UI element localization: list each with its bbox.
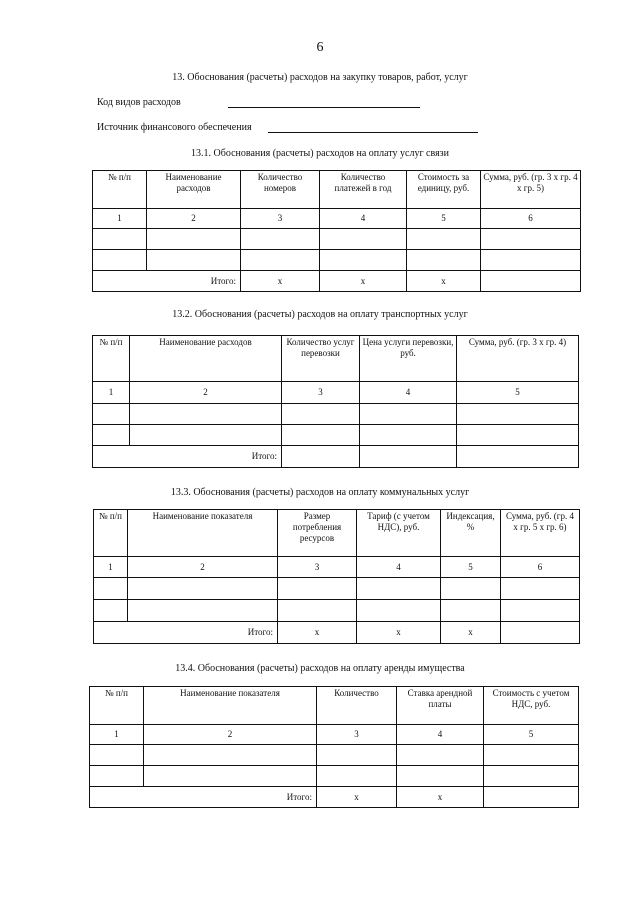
header-row: [93, 171, 581, 209]
total-row: [94, 622, 580, 644]
total-mark: x: [317, 787, 397, 808]
header-cell: Цена услуги перевозки, руб.: [360, 336, 457, 382]
header-cell: Наименование показателя: [128, 510, 278, 557]
table-row: [93, 229, 581, 250]
header-cell: Количество платежей в год: [320, 171, 407, 209]
utility-services-table: [93, 509, 580, 644]
column-number: 2: [144, 725, 317, 745]
header-cell: Стоимость за единицу, руб.: [407, 171, 481, 209]
total-label: Итого:: [130, 446, 282, 468]
header-row: [90, 687, 579, 725]
funding-source-field[interactable]: [268, 132, 478, 133]
column-number: 6: [481, 209, 581, 229]
column-number: 4: [360, 382, 457, 404]
column-number: 2: [147, 209, 241, 229]
header-cell: Наименование показателя: [144, 687, 317, 725]
header-cell: Количество: [317, 687, 397, 725]
column-number-row: [93, 209, 581, 229]
total-row: [90, 787, 579, 808]
header-cell: Наименование расходов: [147, 171, 241, 209]
column-number: 3: [241, 209, 320, 229]
column-number: 5: [484, 725, 579, 745]
column-number: 1: [93, 382, 130, 404]
column-number: 4: [397, 725, 484, 745]
header-cell: Наименование расходов: [130, 336, 282, 382]
funding-source-label: Источник финансового обеспечения: [97, 122, 252, 133]
total-label: Итого:: [128, 622, 278, 644]
column-number-row: [93, 382, 579, 404]
total-mark: x: [320, 271, 407, 292]
column-number: 5: [457, 382, 579, 404]
table-row: [93, 404, 579, 425]
total-row: [93, 271, 581, 292]
total-mark: x: [241, 271, 320, 292]
expense-code-field[interactable]: [228, 107, 420, 108]
header-cell: Стоимость с учетом НДС, руб.: [484, 687, 579, 725]
section-title: 13. Обоснования (расчеты) расходов на закупку товаров, работ, услуг: [172, 72, 468, 83]
column-number: 3: [278, 557, 357, 578]
header-cell: Сумма, руб. (гр. 3 х гр. 4 х гр. 5): [481, 171, 581, 209]
column-number: 3: [282, 382, 360, 404]
page-number: 6: [316, 40, 324, 55]
table-row: [94, 600, 580, 622]
column-number-row: [94, 557, 580, 578]
column-number: 1: [93, 209, 147, 229]
expense-code-label: Код видов расходов: [97, 97, 181, 108]
header-cell: № п/п: [93, 171, 147, 209]
total-mark: x: [357, 622, 441, 644]
column-number: 4: [320, 209, 407, 229]
header-cell: Тариф (с учетом НДС), руб.: [357, 510, 441, 557]
header-cell: № п/п: [94, 510, 128, 557]
table2-title: 13.2. Обоснования (расчеты) расходов на оплату транспортных услуг: [172, 309, 468, 320]
column-number: 5: [407, 209, 481, 229]
column-number: 1: [94, 557, 128, 578]
total-label: Итого:: [147, 271, 241, 292]
table-row: [94, 578, 580, 600]
table4-title: 13.4. Обоснования (расчеты) расходов на оплату аренды имущества: [175, 663, 465, 674]
column-number: 6: [501, 557, 580, 578]
header-row: [94, 510, 580, 557]
transport-services-table: [92, 335, 579, 468]
header-cell: Индексация, %: [441, 510, 501, 557]
total-row: [93, 446, 579, 468]
table-row: [93, 250, 581, 271]
table3-title: 13.3. Обоснования (расчеты) расходов на оплату коммунальных услуг: [170, 487, 470, 498]
column-number: 4: [357, 557, 441, 578]
column-number-row: [90, 725, 579, 745]
total-mark: x: [278, 622, 357, 644]
header-cell: Количество номеров: [241, 171, 320, 209]
total-label: Итого:: [144, 787, 317, 808]
header-cell: Сумма, руб. (гр. 3 х гр. 4): [457, 336, 579, 382]
total-mark: x: [407, 271, 481, 292]
table-row: [90, 766, 579, 787]
header-cell: Количество услуг перевозки: [282, 336, 360, 382]
column-number: 2: [128, 557, 278, 578]
table1-title: 13.1. Обоснования (расчеты) расходов на оплату услуг связи: [191, 148, 449, 159]
header-cell: Сумма, руб. (гр. 4 х гр. 5 х гр. 6): [501, 510, 580, 557]
header-cell: № п/п: [93, 336, 130, 382]
column-number: 2: [130, 382, 282, 404]
column-number: 3: [317, 725, 397, 745]
communication-services-table: [92, 170, 581, 292]
header-cell: № п/п: [90, 687, 144, 725]
table-row: [93, 425, 579, 446]
column-number: 5: [441, 557, 501, 578]
column-number: 1: [90, 725, 144, 745]
header-cell: Размер потребления ресурсов: [278, 510, 357, 557]
header-row: [93, 336, 579, 382]
property-rent-table: [89, 686, 579, 808]
total-mark: x: [397, 787, 484, 808]
header-cell: Ставка арендной платы: [397, 687, 484, 725]
table-row: [90, 745, 579, 766]
total-mark: x: [441, 622, 501, 644]
